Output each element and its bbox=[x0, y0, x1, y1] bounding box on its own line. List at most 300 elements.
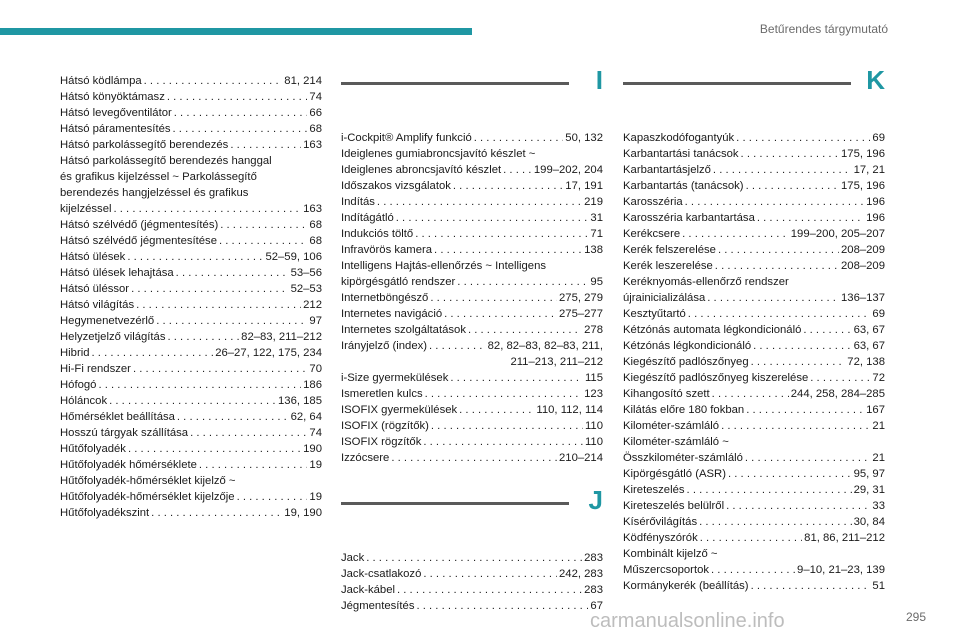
entry-pages: 175, 196 bbox=[841, 180, 885, 192]
entry-term: Jack bbox=[341, 552, 365, 564]
index-entry bbox=[341, 290, 603, 306]
dot-leader bbox=[728, 466, 852, 482]
dot-leader bbox=[429, 338, 486, 354]
entry-pages: 51 bbox=[872, 580, 885, 592]
entry-term: Hi-Fi rendszer bbox=[60, 363, 131, 375]
dot-leader bbox=[98, 377, 301, 393]
index-entry bbox=[60, 457, 322, 473]
index-entry bbox=[60, 489, 322, 505]
dot-leader bbox=[133, 361, 307, 377]
entry-term: Karbantartásjelző bbox=[623, 164, 711, 176]
entry-pages: 19, 190 bbox=[284, 507, 322, 519]
index-entry bbox=[60, 441, 322, 457]
entry-term: Kireteszelés bbox=[623, 484, 685, 496]
index-entry bbox=[60, 217, 322, 233]
dot-leader bbox=[430, 290, 557, 306]
entry-pages: 81, 86, 211–212 bbox=[804, 532, 885, 544]
dot-leader bbox=[474, 130, 564, 146]
index-entry bbox=[341, 598, 603, 614]
entry-term: Hibrid bbox=[60, 347, 90, 359]
index-entry bbox=[623, 322, 885, 338]
dot-leader bbox=[713, 162, 852, 178]
entry-term: Jégmentesítés bbox=[341, 600, 415, 612]
index-entry bbox=[341, 194, 603, 210]
index-entry bbox=[341, 418, 603, 434]
dot-leader bbox=[219, 233, 307, 249]
index-entry bbox=[623, 290, 885, 306]
entry-pages: 175, 196 bbox=[841, 148, 885, 160]
entry-pages: 33 bbox=[872, 500, 885, 512]
dot-leader bbox=[736, 130, 870, 146]
entry-term: kijelzéssel bbox=[60, 203, 112, 215]
index-entry bbox=[341, 242, 603, 258]
dot-leader bbox=[167, 89, 308, 105]
index-entry bbox=[623, 402, 885, 418]
entry-pages: 17, 21 bbox=[853, 164, 885, 176]
entry-pages: 136, 185 bbox=[278, 395, 322, 407]
index-entry bbox=[623, 482, 885, 498]
header-accent-bar bbox=[0, 28, 472, 35]
entry-pages: 29, 31 bbox=[853, 484, 885, 496]
index-entry bbox=[623, 210, 885, 226]
entry-term: Indítágátló bbox=[341, 212, 394, 224]
index-entry bbox=[60, 361, 322, 377]
dot-leader bbox=[700, 530, 802, 546]
dot-leader bbox=[434, 242, 582, 258]
entry-pages: 196 bbox=[866, 196, 885, 208]
index-entry bbox=[341, 582, 603, 598]
section-letter-k: K bbox=[866, 65, 885, 95]
entry-term: Hátsó szélvédő jégmentesítése bbox=[60, 235, 217, 247]
dot-leader bbox=[757, 210, 864, 226]
dot-leader bbox=[425, 386, 583, 402]
entry-pages: 167 bbox=[866, 404, 885, 416]
dot-leader bbox=[230, 137, 301, 153]
entry-pages: 82, 82–83, 82–83, 211, bbox=[487, 340, 603, 352]
entry-term: ISOFIX (rögzítők) bbox=[341, 420, 429, 432]
index-entry bbox=[60, 89, 322, 105]
index-entry bbox=[623, 306, 885, 322]
section-header-j bbox=[341, 485, 603, 550]
page-number: 295 bbox=[905, 610, 926, 624]
dot-leader bbox=[431, 418, 583, 434]
dot-leader bbox=[136, 297, 301, 313]
entry-pages: 242, 283 bbox=[559, 568, 603, 580]
entry-pages: 63, 67 bbox=[853, 324, 885, 336]
entry-pages: 275, 279 bbox=[559, 292, 603, 304]
entry-term: Jack-kábel bbox=[341, 584, 395, 596]
entry-term: i-Size gyermekülések bbox=[341, 372, 449, 384]
entry-term: újrainicializálása bbox=[623, 292, 706, 304]
dot-leader bbox=[128, 441, 301, 457]
entry-pages: 69 bbox=[872, 308, 885, 320]
index-entry bbox=[623, 130, 885, 146]
entry-term: Karosszéria bbox=[623, 196, 683, 208]
entry-term: Hátsó parkolássegítő berendezés bbox=[60, 139, 229, 151]
dot-leader bbox=[687, 482, 852, 498]
entry-pages: 163 bbox=[303, 203, 322, 215]
entry-pages: 136–137 bbox=[841, 292, 885, 304]
index-entry bbox=[60, 313, 322, 329]
entry-pages: 82–83, 211–212 bbox=[241, 331, 322, 343]
entry-term: Hófogó bbox=[60, 379, 97, 391]
entry-term: Összkilométer-számláló bbox=[623, 452, 743, 464]
dot-leader bbox=[415, 226, 588, 242]
dot-leader bbox=[468, 322, 582, 338]
section-j-entries bbox=[341, 550, 603, 614]
entry-term: i-Cockpit® Amplify funkció bbox=[341, 132, 472, 144]
dot-leader bbox=[397, 582, 582, 598]
dot-leader bbox=[459, 402, 534, 418]
dot-leader bbox=[712, 386, 789, 402]
dot-leader bbox=[176, 265, 289, 281]
entry-term: Indítás bbox=[341, 196, 375, 208]
section-divider bbox=[341, 82, 569, 85]
dot-leader bbox=[416, 598, 588, 614]
index-entry bbox=[60, 281, 322, 297]
entry-pages: 19 bbox=[309, 491, 322, 503]
index-entry bbox=[60, 409, 322, 425]
dot-leader bbox=[751, 578, 871, 594]
entry-term: Kerékcsere bbox=[623, 228, 681, 240]
entry-term: Ideiglenes abroncsjavító készlet bbox=[341, 164, 502, 176]
entry-pages: 208–209 bbox=[841, 260, 885, 272]
entry-pages: 30, 84 bbox=[853, 516, 885, 528]
index-entry bbox=[623, 562, 885, 578]
index-entry bbox=[623, 354, 885, 370]
dot-leader bbox=[199, 457, 308, 473]
index-entry bbox=[623, 242, 885, 258]
index-entry bbox=[60, 73, 322, 89]
index-entry bbox=[341, 322, 603, 338]
entry-term: Karbantartás (tanácsok) bbox=[623, 180, 744, 192]
entry-term: Hátsó üléssor bbox=[60, 283, 130, 295]
dot-leader bbox=[127, 249, 263, 265]
dot-leader bbox=[151, 505, 282, 521]
dot-leader bbox=[721, 418, 870, 434]
entry-pages: 275–277 bbox=[559, 308, 603, 320]
entry-term: Hátsó világítás bbox=[60, 299, 135, 311]
index-entry bbox=[341, 550, 603, 566]
index-entry bbox=[623, 466, 885, 482]
entry-term: Kerék felszerelése bbox=[623, 244, 716, 256]
entry-pages: 278 bbox=[584, 324, 603, 336]
dot-leader bbox=[220, 217, 307, 233]
entry-pages: 69 bbox=[872, 132, 885, 144]
entry-pages: 71 bbox=[590, 228, 603, 240]
dot-leader bbox=[453, 178, 563, 194]
index-entry bbox=[60, 249, 322, 265]
index-entry bbox=[341, 338, 603, 354]
entry-term: Internetes szolgáltatások bbox=[341, 324, 466, 336]
index-entry bbox=[623, 578, 885, 594]
dot-leader bbox=[682, 226, 789, 242]
entry-term: Kipörgésgátló (ASR) bbox=[623, 468, 726, 480]
dot-leader bbox=[745, 450, 871, 466]
entry-pages: 244, 258, 284–285 bbox=[790, 388, 885, 400]
watermark: carmanualsonline.info bbox=[590, 610, 785, 632]
entry-pages: 196 bbox=[866, 212, 885, 224]
index-entry bbox=[623, 338, 885, 354]
index-column-2 bbox=[341, 65, 603, 614]
index-entry bbox=[60, 377, 322, 393]
dot-leader bbox=[113, 201, 301, 217]
entry-term: Kísérővilágítás bbox=[623, 516, 698, 528]
dot-leader bbox=[366, 550, 582, 566]
index-column-3 bbox=[623, 65, 885, 594]
dot-leader bbox=[718, 242, 839, 258]
entry-term: Hátsó ülések lehajtása bbox=[60, 267, 174, 279]
index-entry bbox=[623, 530, 885, 546]
entry-pages: 208–209 bbox=[841, 244, 885, 256]
entry-term-line: berendezés hangjelzéssel és grafikus bbox=[60, 187, 249, 199]
entry-pages: 62, 64 bbox=[290, 411, 322, 423]
index-entry bbox=[341, 434, 603, 450]
dot-leader bbox=[156, 313, 307, 329]
dot-leader bbox=[751, 354, 846, 370]
entry-term: Karosszéria karbantartása bbox=[623, 212, 755, 224]
entry-term: Hátsó ködlámpa bbox=[60, 75, 142, 87]
entry-pages: 138 bbox=[584, 244, 603, 256]
section-letter-i: I bbox=[595, 65, 603, 95]
dot-leader bbox=[688, 306, 871, 322]
dot-leader bbox=[174, 105, 308, 121]
index-entry bbox=[60, 233, 322, 249]
index-entry bbox=[623, 162, 885, 178]
entry-term: Kapaszkodófogantyúk bbox=[623, 132, 735, 144]
index-entry bbox=[623, 258, 885, 274]
entry-term-line: Ideiglenes gumiabroncsjavító készlet ~ bbox=[341, 148, 536, 160]
entry-pages: 81, 214 bbox=[284, 75, 322, 87]
dot-leader bbox=[92, 345, 214, 361]
section-letter-j: J bbox=[588, 485, 603, 515]
entry-pages: 68 bbox=[309, 219, 322, 231]
dot-leader bbox=[746, 402, 864, 418]
dot-leader bbox=[803, 322, 851, 338]
index-entry bbox=[60, 425, 322, 441]
entry-pages: 31 bbox=[590, 212, 603, 224]
entry-pages: 19 bbox=[309, 459, 322, 471]
index-entry bbox=[341, 450, 603, 466]
entry-pages: 186 bbox=[303, 379, 322, 391]
dot-leader bbox=[109, 393, 276, 409]
index-entry bbox=[60, 505, 322, 521]
dot-leader bbox=[726, 498, 870, 514]
dot-leader bbox=[746, 178, 839, 194]
entry-term: Hőmérséklet beállítása bbox=[60, 411, 175, 423]
index-entry bbox=[623, 498, 885, 514]
dot-leader bbox=[741, 146, 839, 162]
index-entry bbox=[60, 265, 322, 281]
entry-pages: 95 bbox=[590, 276, 603, 288]
entry-pages: 52–53 bbox=[290, 283, 322, 295]
dot-leader bbox=[167, 329, 239, 345]
index-entry bbox=[623, 226, 885, 242]
index-entry bbox=[60, 393, 322, 409]
dot-leader bbox=[177, 409, 289, 425]
entry-term: Kormánykerék (beállítás) bbox=[623, 580, 749, 592]
index-entry bbox=[623, 178, 885, 194]
index-entry bbox=[60, 121, 322, 137]
entry-pages: 17, 191 bbox=[565, 180, 603, 192]
entry-term: Izzócsere bbox=[341, 452, 390, 464]
entry-term: Hátsó páramentesítés bbox=[60, 123, 171, 135]
page-header-title: Betűrendes tárgymutató bbox=[759, 22, 888, 36]
entry-term: Karbantartási tanácsok bbox=[623, 148, 739, 160]
entry-pages: 68 bbox=[309, 123, 322, 135]
entry-term: Időszakos vizsgálatok bbox=[341, 180, 451, 192]
entry-pages: 63, 67 bbox=[853, 340, 885, 352]
entry-term-line: Hűtőfolyadék-hőmérséklet kijelző ~ bbox=[60, 475, 236, 487]
dot-leader bbox=[423, 566, 557, 582]
index-entry bbox=[60, 345, 322, 361]
entry-term: Kiegészítő padlószőnyeg kiszerelése bbox=[623, 372, 809, 384]
entry-term: Kétzónás légkondicionáló bbox=[623, 340, 752, 352]
entry-term: Kilátás előre 180 fokban bbox=[623, 404, 745, 416]
entry-pages: 68 bbox=[309, 235, 322, 247]
entry-term: Hűtőfolyadék bbox=[60, 443, 126, 455]
entry-term: Internetes navigáció bbox=[341, 308, 443, 320]
index-entry bbox=[623, 386, 885, 402]
entry-pages: 199–200, 205–207 bbox=[790, 228, 885, 240]
entry-term: kipörgésgátló rendszer bbox=[341, 276, 456, 288]
entry-term: ISOFIX gyermekülések bbox=[341, 404, 458, 416]
index-entry bbox=[341, 130, 603, 146]
entry-pages: 50, 132 bbox=[565, 132, 603, 144]
entry-pages: 66 bbox=[309, 107, 322, 119]
entry-pages: 219 bbox=[584, 196, 603, 208]
index-column-1 bbox=[60, 73, 322, 521]
entry-pages: 74 bbox=[309, 91, 322, 103]
entry-term-line: Kilométer-számláló ~ bbox=[623, 436, 729, 448]
entry-pages: 97 bbox=[309, 315, 322, 327]
entry-pages: 21 bbox=[872, 420, 885, 432]
section-header-i bbox=[341, 65, 603, 130]
section-divider bbox=[341, 502, 569, 505]
entry-pages: 70 bbox=[309, 363, 322, 375]
dot-leader bbox=[810, 370, 870, 386]
entry-term: Kerék leszerelése bbox=[623, 260, 713, 272]
index-entry bbox=[623, 418, 885, 434]
entry-term: Ismeretlen kulcs bbox=[341, 388, 423, 400]
entry-pages: 163 bbox=[303, 139, 322, 151]
dot-leader bbox=[131, 281, 289, 297]
entry-pages: 9–10, 21–23, 139 bbox=[797, 564, 885, 576]
entry-pages: 67 bbox=[590, 600, 603, 612]
index-entry bbox=[341, 210, 603, 226]
entry-term: ISOFIX rögzítők bbox=[341, 436, 422, 448]
dot-leader bbox=[237, 489, 308, 505]
dot-leader bbox=[711, 562, 795, 578]
entry-term: Kihangosító szett bbox=[623, 388, 710, 400]
entry-term: Hátsó könyöktámasz bbox=[60, 91, 165, 103]
entry-term: Hűtőfolyadék-hőmérséklet kijelzője bbox=[60, 491, 235, 503]
index-entry bbox=[60, 105, 322, 121]
entry-pages: 72, 138 bbox=[847, 356, 885, 368]
index-entry bbox=[60, 201, 322, 217]
entry-term: Hegymenetvezérlő bbox=[60, 315, 155, 327]
entry-term: Indukciós töltő bbox=[341, 228, 414, 240]
index-entry bbox=[623, 370, 885, 386]
entry-term: Kiegészítő padlószőnyeg bbox=[623, 356, 749, 368]
entry-pages: 110 bbox=[584, 420, 603, 432]
entry-term: Hűtőfolyadékszint bbox=[60, 507, 150, 519]
index-entry bbox=[623, 450, 885, 466]
entry-term: Kireteszelés belülről bbox=[623, 500, 725, 512]
entry-term: Internetböngésző bbox=[341, 292, 429, 304]
dot-leader bbox=[423, 434, 583, 450]
index-entry bbox=[341, 178, 603, 194]
entry-term-line: Intelligens Hajtás-ellenőrzés ~ Intelligens bbox=[341, 260, 547, 272]
index-entry bbox=[341, 386, 603, 402]
dot-leader bbox=[173, 121, 308, 137]
entry-pages: 21 bbox=[872, 452, 885, 464]
section-header-k bbox=[623, 65, 885, 130]
entry-term: Infravörös kamera bbox=[341, 244, 433, 256]
entry-term: Helyzetjelző világítás bbox=[60, 331, 166, 343]
index-entry bbox=[623, 146, 885, 162]
entry-term: Hóláncok bbox=[60, 395, 108, 407]
entry-term: Hátsó levegőventilátor bbox=[60, 107, 172, 119]
section-divider bbox=[623, 82, 851, 85]
index-entry bbox=[341, 226, 603, 242]
index-entry bbox=[341, 162, 603, 178]
entry-term: Ködfényszórók bbox=[623, 532, 698, 544]
index-entry bbox=[341, 274, 603, 290]
dot-leader bbox=[190, 425, 307, 441]
entry-pages: 110 bbox=[584, 436, 603, 448]
entry-term: Kilométer-számláló bbox=[623, 420, 720, 432]
entry-term: Hűtőfolyadék hőmérséklete bbox=[60, 459, 197, 471]
entry-term: Műszercsoportok bbox=[623, 564, 710, 576]
dot-leader bbox=[450, 370, 583, 386]
entry-pages: 110, 112, 114 bbox=[536, 404, 603, 416]
dot-leader bbox=[391, 450, 557, 466]
entry-pages: 123 bbox=[584, 388, 603, 400]
dot-leader bbox=[503, 162, 532, 178]
entry-term: Kétzónás automata légkondicionáló bbox=[623, 324, 802, 336]
dot-leader bbox=[444, 306, 557, 322]
dot-leader bbox=[685, 194, 864, 210]
index-entry bbox=[60, 329, 322, 345]
entry-term: Jack-csatlakozó bbox=[341, 568, 422, 580]
index-entry bbox=[623, 194, 885, 210]
dot-leader bbox=[457, 274, 588, 290]
entry-pages: 210–214 bbox=[559, 452, 603, 464]
entry-term: Kesztyűtartó bbox=[623, 308, 686, 320]
entry-term-line: és grafikus kijelzéssel ~ Parkolássegítő bbox=[60, 171, 257, 183]
entry-pages: 283 bbox=[584, 552, 603, 564]
entry-term: Hátsó szélvédő (jégmentesítés) bbox=[60, 219, 219, 231]
dot-leader bbox=[144, 73, 283, 89]
section-i-entries bbox=[341, 130, 603, 466]
index-entry bbox=[623, 514, 885, 530]
entry-pages: 212 bbox=[303, 299, 322, 311]
dot-leader bbox=[396, 210, 589, 226]
index-entry bbox=[341, 370, 603, 386]
entry-term: Irányjelző (index) bbox=[341, 340, 428, 352]
dot-leader bbox=[699, 514, 851, 530]
entry-pages: 190 bbox=[303, 443, 322, 455]
section-k-entries bbox=[623, 130, 885, 594]
entry-term-line: Kombinált kijelző ~ bbox=[623, 548, 718, 560]
index-entry bbox=[341, 566, 603, 582]
entry-pages: 199–202, 204 bbox=[533, 164, 603, 176]
entry-term: Hátsó ülések bbox=[60, 251, 126, 263]
entry-pages: 115 bbox=[584, 372, 603, 384]
entry-pages: 95, 97 bbox=[853, 468, 885, 480]
entry-pages: 72 bbox=[872, 372, 885, 384]
